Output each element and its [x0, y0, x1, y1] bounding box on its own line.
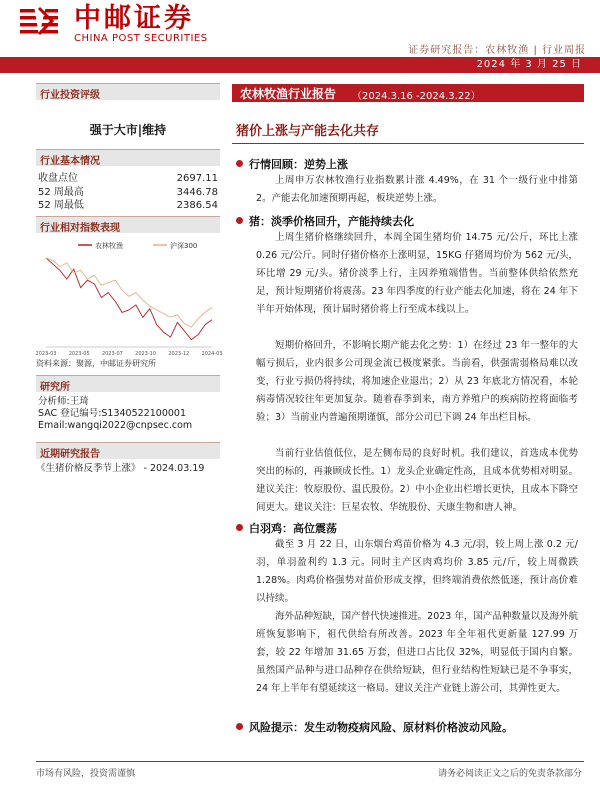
brand-name-en: CHINA POST SECURITIES: [74, 33, 208, 44]
series-line: [46, 258, 212, 327]
paragraph: 截至 3 月 22 日，山东烟台鸡苗价格为 4.3 元/羽，较上周上涨 0.2 元/羽，单羽盈利约 1.3 元。同时主产区肉鸡均价 3.85 元/斤，较上周微跌 1.28%。肉鸡价格强势对苗价形成支撑，但终端消费依然低迷，预计高价难以持续。: [256, 539, 578, 604]
heading-text: 猪：淡季价格回升，产能持续去化: [249, 215, 414, 228]
paragraph: 上周申万农林牧渔行业指数累计涨 4.49%，在 31 个一级行业中排第 2。产能去化加速预期再起，板块逆势上涨。: [256, 175, 578, 204]
divider: [232, 143, 584, 144]
legend-label: 农林牧渔: [95, 242, 123, 250]
report-period: （2024.3.16 -2024.3.22）: [352, 91, 481, 102]
series-line: [46, 258, 212, 340]
industry-rating: 强于大市|维持: [89, 123, 167, 137]
chart-source: 资料来源：聚源，中邮证券研究所: [36, 359, 156, 368]
info-row: [38, 187, 218, 199]
bullet-icon: [236, 524, 243, 531]
info-row: [38, 200, 218, 212]
bullet-icon: [236, 723, 243, 730]
paragraph: 上周生猪价格继续回升，本周全国生猪均价 14.75 元/公斤，环比上涨 0.26 元/公斤。同时仔猪价格亦上涨明显，15KG 仔猪周均价为 562 元/头，环比增 29 元/头。猪价淡季上行，主因养殖端惜售。当前整体供给依然充足，预计短期猪价将震荡。23 年四季度的行业产能去化加速，将在 24 年下半年开始体现，预计届时猪价将上行至成本线以上。: [256, 232, 578, 315]
basic-section-header: [36, 149, 220, 166]
heading-text: 风险提示：发生动物疫病风险、原材料价格波动风险。: [249, 721, 513, 734]
info-value: 3446.78: [176, 187, 218, 198]
info-label: 52 周最低: [38, 200, 84, 211]
section-heading: [236, 520, 337, 536]
x-tick-label: 2023-12: [168, 351, 190, 357]
recent-section-header: [36, 442, 220, 459]
chart-section-header: [36, 216, 220, 233]
info-row: [38, 173, 218, 185]
paragraph: 短期价格回升，不影响长期产能去化之势：1）在经过 23 年一整年的大幅亏损后，业内很多公司现金流已极度紧张。当前看，供强需弱格局难以改变，行业亏损仍将持续，将加速企业退出；2）从 23 年底北方情况看，本轮病毒情况较往年更加复杂。随着春季到来，南方养殖户的疾病防控将面临考验；3）当前业内普遍预期谨慎，部分公司已下调 24 年出栏目标。: [256, 340, 578, 423]
report-path: 证券研究报告：农林牧渔 | 行业周报: [408, 45, 586, 56]
heading-text: 行情回顾：逆势上涨: [249, 158, 348, 171]
relative-index-chart: [35, 237, 223, 361]
x-tick-label: 2023-03: [35, 351, 57, 357]
section-heading: [236, 213, 414, 229]
report-subtitle: 猪价上涨与产能去化共存: [236, 124, 380, 139]
bullet-icon: [236, 217, 243, 224]
analyst-sac: SAC 登记编号:S1340522100001: [38, 408, 186, 419]
recent-section-title: 近期研究报告: [40, 449, 100, 460]
rating-section-title: 行业投资评级: [40, 90, 100, 101]
risk-heading: [236, 719, 513, 735]
footer-risk-note: 市场有风险，投资需谨慎: [36, 769, 136, 779]
analyst-section-header: [36, 375, 220, 392]
footer-disclaimer: 请务必阅读正文之后的免责条款部分: [437, 769, 582, 779]
rating-section-header: [36, 83, 220, 100]
section-heading: [236, 156, 348, 172]
x-tick-label: 2024-03: [201, 351, 223, 357]
info-label: 收盘点位: [38, 173, 78, 184]
paragraph: 海外品种短缺，国产替代快速推进。2023 年，国产品种数量以及海外航班恢复影响下，祖代供给有所改善。2023 年全年祖代更新量 127.99 万套，较 22 年增加 31.65 万套，但进口占比仅 32%，明显低于国内自繁。虽然国产品种与进口品种存在供给短缺，但行业结构性短缺已是不争事实， 24 年上半年有望延续这一格局。建议关注产业链上游公司，其弹性更大。: [256, 611, 578, 694]
x-tick-label: 2023-05: [68, 351, 90, 357]
china-post-logo-icon: [20, 6, 58, 36]
report-date: 2024 年 3 月 25 日: [476, 59, 582, 70]
info-value: 2386.54: [176, 200, 218, 211]
info-label: 52 周最高: [38, 187, 84, 198]
basic-section-title: 行业基本情况: [40, 156, 100, 167]
footer-line: [36, 761, 584, 762]
x-tick-label: 2023-10: [135, 351, 157, 357]
analyst-name: 分析师:王琦: [38, 396, 89, 407]
heading-text: 白羽鸡：高位震荡: [249, 522, 337, 535]
analyst-section-title: 研究所: [40, 382, 70, 393]
report-title-bar: [232, 84, 584, 102]
x-tick-label: 2023-07: [101, 351, 123, 357]
report-title: 农林牧渔行业报告: [240, 87, 337, 101]
bullet-icon: [236, 160, 243, 167]
info-value: 2697.11: [176, 173, 218, 184]
paragraph: 当前行业估值低位，是左侧布局的良好时机。我们建议，首选成本优势突出的标的，再兼顾成长性。1）龙头企业确定性高，且成本优势相对明显。建议关注：牧原股份、温氏股份。2）中小企业出栏增长更快，且成本下降空间更大。建议关注：巨星农牧、华统股份、天康生物和唐人神。: [256, 448, 578, 513]
recent-report-link[interactable]: 《生猪价格反季节上涨》 - 2024.03.19: [36, 463, 205, 474]
chart-section-title: 行业相对指数表现: [40, 223, 120, 234]
brand-name: 中邮证券: [74, 3, 194, 34]
analyst-email[interactable]: Email:wangqi2022@cnpsec.com: [38, 420, 193, 431]
legend-label: 沪深300: [170, 242, 198, 250]
